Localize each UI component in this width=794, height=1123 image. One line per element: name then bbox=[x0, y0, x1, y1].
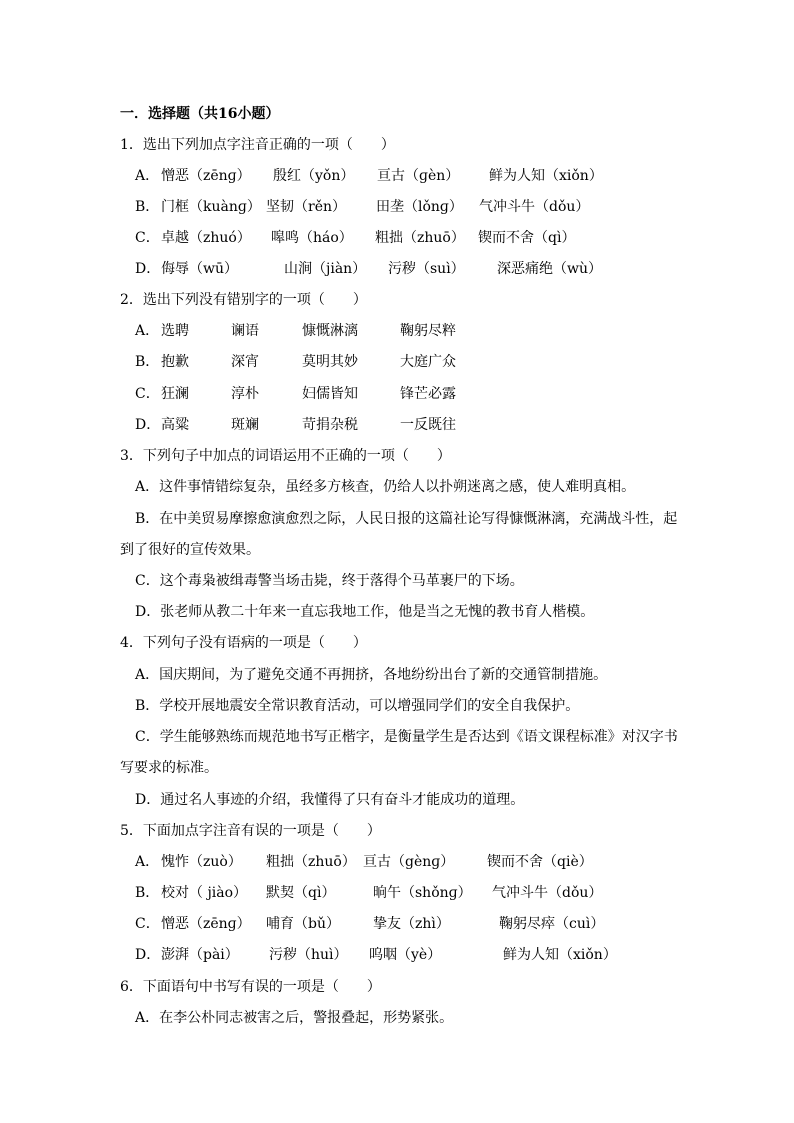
question-3-option-b[interactable]: B．在中美贸易摩擦愈演愈烈之际，人民日报的这篇社论写得慷慨淋漓，充满战斗性，起 bbox=[135, 511, 678, 527]
question-5-stem: 5．下面加点字注音有误的一项是（ ） bbox=[120, 823, 381, 839]
question-1-option-d[interactable]: D． 侮辱（wū） 山涧（jiàn） 污秽（suì） 深恶痛绝（wù） bbox=[135, 261, 602, 277]
question-5-option-c[interactable]: C． 憎恶（zēnɡ） 哺育（bǔ） 挚友（zhì） 鞠躬尽瘁（cuì） bbox=[135, 916, 605, 932]
question-2-option-d[interactable]: D． 高粱 斑斓 苛捐杂税 一反既往 bbox=[135, 417, 456, 433]
question-2-option-c[interactable]: C． 狂澜 淳朴 妇儒皆知 锋芒必露 bbox=[135, 386, 456, 402]
question-3-option-a[interactable]: A．这件事情错综复杂，虽经多方核查，仍给人以扑朔迷离之感，使人难明真相。 bbox=[135, 479, 636, 495]
question-5-option-b[interactable]: B． 校对（ jiào） 默契（qì） 晌午（shǒnɡ） 气冲斗牛（dǒu） bbox=[135, 885, 603, 901]
question-1-option-b[interactable]: B． 门框（kuànɡ） 坚韧（rěn） 田垄（lǒnɡ） 气冲斗牛（dǒu） bbox=[135, 199, 590, 215]
question-2-option-a[interactable]: A． 选聘 谰语 慷慨淋漓 鞠躬尽粹 bbox=[135, 323, 456, 339]
question-5-option-a[interactable]: A． 愧怍（zuò） 粗拙（zhuō） 亘古（gènɡ） 锲而不舍（qiè） bbox=[135, 854, 593, 870]
question-1-option-c[interactable]: C． 卓越（zhuó） 嗥鸣（háo） 粗拙（zhuō） 锲而不舍（qì） bbox=[135, 230, 576, 246]
question-4-option-c[interactable]: C．学生能够熟练而规范地书写正楷字，是衡量学生是否达到《语文课程标准》对汉字书 bbox=[135, 729, 678, 745]
question-4-stem: 4．下列句子没有语病的一项是（ ） bbox=[120, 635, 367, 651]
question-1-option-a[interactable]: A． 憎恶（zēnɡ） 殷红（yǒn） 亘古（ɡèn） 鲜为人知（xiǒn） bbox=[135, 168, 603, 184]
question-3-option-d[interactable]: D．张老师从教二十年来一直忘我地工作，他是当之无愧的教书育人楷模。 bbox=[135, 604, 595, 620]
section-title: 一．选择题（共16小题） bbox=[120, 106, 280, 122]
question-1-stem: 1．选出下列加点字注音正确的一项（ ） bbox=[120, 137, 395, 153]
question-2-option-b[interactable]: B． 抱歉 深宵 莫明其妙 大庭广众 bbox=[135, 354, 456, 370]
question-3-option-c[interactable]: C．这个毒枭被缉毒警当场击毙，终于落得个马革裹尸的下场。 bbox=[135, 573, 524, 589]
question-2-stem: 2．选出下列没有错别字的一项（ ） bbox=[120, 292, 367, 308]
question-3-stem: 3．下列句子中加点的词语运用不正确的一项（ ） bbox=[120, 448, 451, 464]
question-4-option-b[interactable]: B．学校开展地震安全常识教育活动，可以增强同学们的安全自我保护。 bbox=[135, 698, 580, 714]
question-3-option-b-cont: 到了很好的宣传效果。 bbox=[120, 542, 260, 558]
question-5-option-d[interactable]: D． 澎湃（pài） 污秽（huì） 呜咽（yè） 鲜为人知（xiǒn） bbox=[135, 947, 617, 963]
question-4-option-d[interactable]: D．通过名人事迹的介绍，我懂得了只有奋斗才能成功的道理。 bbox=[135, 792, 525, 808]
question-6-stem: 6．下面语句中书写有误的一项是（ ） bbox=[120, 979, 381, 995]
question-4-option-c-cont: 写要求的标准。 bbox=[120, 760, 218, 776]
question-6-option-a[interactable]: A．在李公朴同志被害之后，警报叠起，形势紧张。 bbox=[135, 1010, 454, 1026]
question-4-option-a[interactable]: A．国庆期间，为了避免交通不再拥挤，各地纷纷出台了新的交通管制措施。 bbox=[135, 667, 608, 683]
